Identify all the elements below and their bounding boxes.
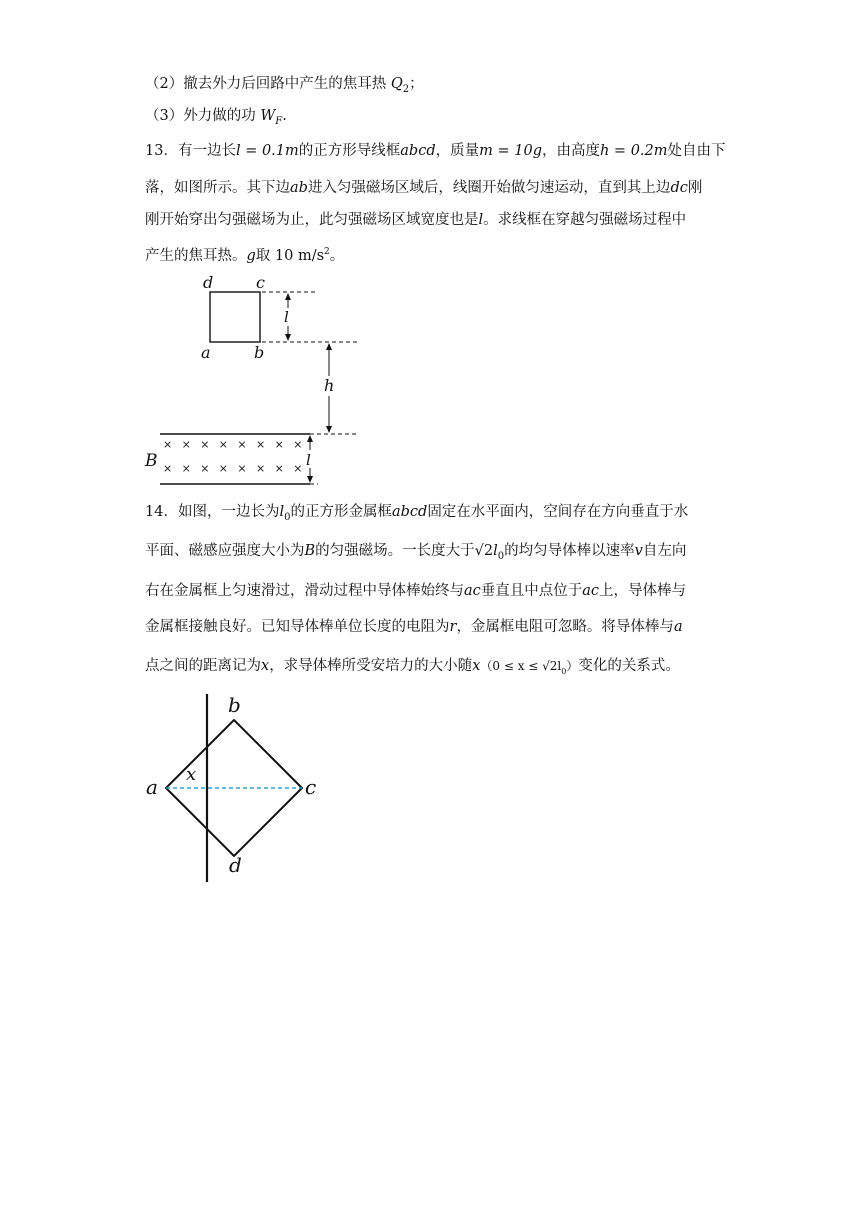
q14-text: 上，导体棒与: [599, 583, 687, 599]
q14-x: x: [261, 658, 270, 674]
q14-text: ，金属框电阻可忽略。将导体棒与: [456, 619, 674, 635]
label14-d: d: [229, 853, 242, 877]
q14-ac: ac: [582, 583, 600, 599]
field-cross: ×: [200, 438, 210, 451]
label-l1: l: [284, 308, 289, 326]
q13-g-value: 10 m/s: [274, 247, 325, 264]
q14-text: 自左向: [642, 543, 687, 559]
field-cross: ×: [163, 462, 173, 475]
field-cross: ×: [256, 462, 266, 475]
field-cross: ×: [181, 438, 191, 451]
q12-part3-var: W: [260, 108, 276, 124]
q14-line4: [145, 617, 683, 637]
field-cross: ×: [237, 438, 247, 451]
q13-text: 刚开始穿出匀强磁场为止，此匀强磁场区域宽度也是: [145, 212, 479, 228]
q14-text: 固定在水平面内，空间存在方向垂直于水: [427, 504, 689, 520]
q13-text: 产生的焦耳热。: [145, 247, 247, 264]
q14-line5: [145, 656, 680, 682]
q13-text: 刚: [687, 180, 703, 196]
label14-a: a: [146, 775, 158, 799]
q13-abcd: abcd: [400, 143, 436, 159]
q14-abcd: abcd: [391, 504, 428, 520]
q13-g: g: [246, 247, 256, 264]
q13-text: 的正方形导线框: [298, 143, 401, 159]
q13-m-expr: m = 10g: [479, 143, 542, 159]
q14-line1: [145, 502, 688, 528]
q14-ac: ac: [464, 583, 481, 599]
q13-text: ，由高度: [541, 143, 600, 159]
q12-part2-text: （2）撤去外力后回路中产生的焦耳热: [145, 76, 391, 92]
label14-b: b: [228, 693, 241, 717]
field-cross: ×: [181, 462, 191, 475]
q14-text: 的正方形金属框: [290, 504, 392, 520]
q14-root2: √2: [474, 543, 494, 559]
q14-text: 的匀强磁场。一长度大于: [315, 543, 475, 559]
q13-l: l: [478, 212, 484, 228]
q14-v: v: [634, 543, 643, 559]
field-cross: ×: [274, 438, 284, 451]
q13-h-expr: h = 0.2m: [599, 143, 668, 159]
arrowhead-l-up: [285, 293, 291, 300]
q14-B: B: [304, 543, 316, 559]
field-cross: ×: [218, 438, 229, 451]
q14-range: （0 ≤ x ≤ √2l: [480, 659, 562, 673]
q14-text: 垂直且中点位于: [480, 583, 583, 599]
q13-number: 13．有一边长: [145, 143, 236, 159]
q14-x: x: [472, 658, 481, 674]
q14-text: 的均匀导体棒以速率: [504, 543, 635, 559]
q14-l0-sub: 0: [497, 550, 505, 562]
q14-l0: l: [493, 543, 498, 559]
field-cross: ×: [293, 438, 303, 451]
field-cross: ×: [293, 462, 303, 475]
q13-ab: ab: [290, 180, 308, 196]
q14-text: ，求导体棒所受安培力的大小随: [269, 658, 473, 674]
arrowhead-l-down: [285, 334, 291, 341]
q13-text: 处自由下: [667, 143, 726, 159]
arrowhead-h-up: [326, 343, 332, 350]
q14-l0-sub: 0: [284, 511, 291, 523]
q14-text: 右在金属框上匀速滑过，滑动过程中导体棒始终与: [145, 583, 464, 599]
q14-text: 14．如图，一边长为: [145, 504, 280, 520]
q13-text: 落，如图所示。其下边: [145, 180, 290, 196]
label-h: h: [324, 376, 335, 395]
field-cross: ×: [256, 438, 266, 451]
q14-range-sub: 0: [561, 666, 567, 676]
q12-part2-sub: 2: [402, 83, 410, 95]
q14-r: r: [449, 619, 457, 635]
q13-g-sup: 2: [324, 247, 330, 257]
q12-part3-post: .: [282, 108, 287, 124]
arrowhead-l2-up: [307, 435, 313, 442]
q14-text: 点之间的距离记为: [145, 658, 261, 674]
q13-l-expr: l = 0.1m: [235, 143, 299, 159]
label-b: b: [254, 343, 265, 362]
q14-a: a: [673, 619, 683, 635]
label14-c: c: [305, 775, 317, 799]
q12-part2-post: ；: [409, 76, 424, 92]
q12-part3-text: （3）外力做的功: [145, 108, 261, 124]
label-B: B: [145, 451, 158, 471]
q14-text: 金属框接触良好。已知导体棒单位长度的电阻为: [145, 619, 450, 635]
q14-line3: [145, 581, 686, 601]
field-cross: ×: [200, 462, 210, 475]
q14-line2: [145, 541, 686, 567]
q13-text: 。求线框在穿越匀强磁场过程中: [483, 212, 687, 228]
field-cross: ×: [218, 462, 229, 475]
label14-x: x: [186, 764, 197, 785]
q14-text: 平面、磁感应强度大小为: [145, 543, 305, 559]
q14-l0: l: [279, 504, 285, 520]
q13-text: 进入匀强磁场区域后，线圈开始做匀速运动，直到其上边: [307, 180, 671, 196]
label-d: d: [203, 273, 214, 292]
q13-dc: dc: [670, 180, 688, 196]
arrowhead-h-down: [326, 426, 332, 433]
q14-range-end: ）: [566, 659, 579, 673]
q14-text: 变化的关系式。: [578, 658, 680, 674]
label-c: c: [256, 273, 265, 292]
q12-part2-var: Q: [390, 76, 403, 92]
field-crosses: [163, 438, 302, 475]
q13-text: 。: [329, 247, 345, 264]
label-l2: l: [306, 451, 311, 469]
field-cross: ×: [237, 462, 247, 475]
field-cross: ×: [163, 438, 173, 451]
label-a: a: [201, 343, 211, 362]
q13-text: ，质量: [435, 143, 480, 159]
q13-text: 取: [255, 247, 271, 264]
arrowhead-l2-down: [307, 476, 313, 483]
wire-frame: [210, 292, 260, 342]
q12-part3-sub: F: [275, 115, 283, 127]
field-cross: ×: [274, 462, 284, 475]
